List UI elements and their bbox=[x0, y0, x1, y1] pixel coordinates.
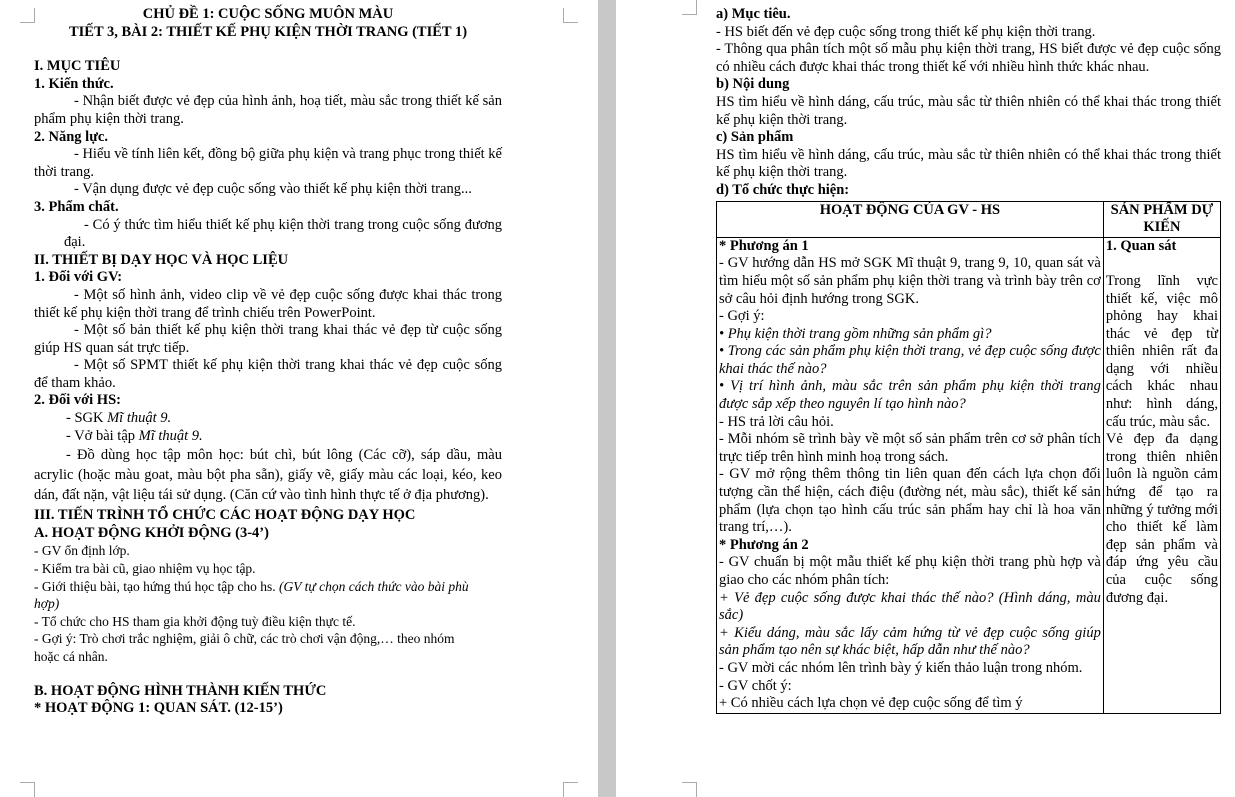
paragraph: - Nhận biết được vẻ đẹp của hình ảnh, hoạ tiết, màu sắc trong thiết kế sản phẩm phụ kiện thời trang. bbox=[34, 93, 502, 127]
subsection-heading: 1. Đối với GV: bbox=[34, 269, 123, 286]
subsection-heading: 2. Đối với HS: bbox=[34, 392, 121, 409]
table-header-row bbox=[717, 201, 1221, 237]
paragraph: Vẻ đẹp đa dạng trong thiên nhiên luôn là nguồn cảm hứng để tạo ra những ý tưởng mới cho thiết kế làm đẹp sản phẩm và đáp ứng yêu cầu của cuộc sống đương đại. bbox=[1105, 431, 1218, 606]
italic-text: Mĩ thuật 9. bbox=[107, 410, 172, 427]
subsection-heading: 2. Năng lực. bbox=[34, 128, 108, 145]
paragraph: HS tìm hiểu về hình dáng, cấu trúc, màu sắc từ thiên nhiên có thể khai thác trong thiết kế phụ kiện thời trang. bbox=[716, 146, 1221, 181]
question: • Trong các sản phẩm phụ kiện thời trang, vẻ đẹp cuộc sống được khai thác thế nào? bbox=[719, 343, 1101, 377]
table-cell-products bbox=[1103, 237, 1220, 713]
text-run: - Giới thiệu bài, tạo hứng thú học tập cho hs. bbox=[34, 578, 280, 594]
plan-heading: * Phương án 2 bbox=[719, 536, 809, 553]
text-run: - Vở bài tập bbox=[66, 427, 139, 444]
paragraph: - Gợi ý: Trò chơi trắc nghiệm, giải ô chữ, các trò chơi vận động,… theo nhóm hoặc cá nhân. bbox=[34, 631, 455, 664]
question: + Kiểu dáng, màu sắc lấy cảm hứng từ vẻ đẹp cuộc sống giúp sản phẩm tạo nên sự khác biệt, hấp dẫn như thế nào? bbox=[719, 624, 1101, 659]
paragraph: - Một số SPMT thiết kế phụ kiện thời trang khai thác vẻ đẹp cuộc sống để tham khảo. bbox=[34, 357, 502, 391]
column-header: SẢN PHẨM DỰ KIẾN bbox=[1103, 201, 1220, 237]
subsection-heading: c) Sản phẩm bbox=[716, 129, 794, 146]
paragraph: - GV chốt ý: bbox=[719, 677, 792, 694]
section-heading: A. HOẠT ĐỘNG KHỞI ĐỘNG (3-4’) bbox=[34, 524, 269, 541]
paragraph bbox=[34, 578, 494, 613]
paragraph: - Mỗi nhóm sẽ trình bày về một số sản phẩm trên cơ sở phân tích trực tiếp trên hình minh hoạ trong sách. bbox=[719, 431, 1101, 465]
paragraph: - GV mời các nhóm lên trình bày ý kiến thảo luận trong nhóm. bbox=[719, 659, 1083, 676]
activity-table bbox=[716, 201, 1221, 714]
paragraph: - Tổ chức cho HS tham gia khởi động tuỳ điều kiện thực tế. bbox=[34, 613, 356, 629]
page-content bbox=[34, 6, 502, 718]
page-corner-mark bbox=[563, 782, 578, 797]
paragraph bbox=[34, 428, 502, 446]
subsection-heading: 3. Phẩm chất. bbox=[34, 198, 119, 215]
section-heading: III. TIẾN TRÌNH TỔ CHỨC CÁC HOẠT ĐỘNG DẠY HỌC bbox=[34, 507, 416, 524]
paragraph: + Có nhiều cách lựa chọn vẻ đẹp cuộc sống để tìm ý bbox=[719, 695, 1023, 712]
paragraph: Trong lĩnh vực thiết kế, việc mô phỏng hay khai thác vẻ đẹp từ thiên nhiên rất đa dạng với nhiều cách khác nhau như: hình dáng, cấu trúc, màu sắc. bbox=[1105, 272, 1218, 430]
page-content bbox=[716, 6, 1221, 714]
italic-text: (GV tự chọn cách thức vào bài phù hợp) bbox=[34, 578, 469, 612]
subsection-heading: a) Mục tiêu. bbox=[716, 6, 791, 22]
paragraph: - Một số hình ảnh, video clip về vẻ đẹp cuộc sống được khai thác trong thiết kế phụ kiện thời trang để trình chiếu trên PowerPoint. bbox=[34, 286, 502, 321]
paragraph: HS tìm hiểu về hình dáng, cấu trúc, màu sắc từ thiên nhiên có thể khai thác trong thiết kế phụ kiện thời trang. bbox=[716, 93, 1221, 128]
paragraph: - Hiểu về tính liên kết, đồng bộ giữa phụ kiện và trang phục trong thiết kế thời trang. bbox=[34, 146, 502, 180]
page-corner-mark bbox=[682, 782, 697, 797]
document-page-right bbox=[616, 0, 1235, 797]
paragraph: - GV chuẩn bị một mẫu thiết kế phụ kiện thời trang phù hợp và giao cho các nhóm phân tích: bbox=[719, 554, 1101, 588]
table-cell-activities bbox=[717, 237, 1104, 713]
product-heading: 1. Quan sát bbox=[1105, 237, 1177, 254]
paragraph: - Vận dụng được vẻ đẹp cuộc sống vào thiết kế phụ kiện thời trang... bbox=[74, 181, 472, 198]
section-heading: B. HOẠT ĐỘNG HÌNH THÀNH KIẾN THỨC bbox=[34, 682, 327, 699]
paragraph: - Đồ dùng học tập môn học: bút chì, bút lông (Các cỡ), sáp dầu, màu acrylic (hoặc màu goat, màu bột pha sẵn), giấy vẽ, giấy màu các loại, kéo, keo dán, đất nặn, vật liệu tái sử dụng. (Căn cứ vào tình hình thực tế ở địa phương). bbox=[34, 447, 502, 504]
question: • Phụ kiện thời trang gồm những sản phẩm gì? bbox=[719, 325, 992, 342]
paragraph: - Có ý thức tìm hiểu thiết kế phụ kiện thời trang trong cuộc sống đương đại. bbox=[64, 216, 502, 251]
subsection-heading: 1. Kiến thức. bbox=[34, 75, 114, 92]
section-heading: II. THIẾT BỊ DẠY HỌC VÀ HỌC LIỆU bbox=[34, 251, 289, 268]
paragraph: - GV ổn định lớp. bbox=[34, 543, 130, 559]
italic-text: Mĩ thuật 9. bbox=[138, 427, 203, 444]
paragraph: - GV mở rộng thêm thông tin liên quan đến cách lựa chọn đối tượng cần thể hiện, cách điệu (đường nét, màu sắc), thiết kế sản phẩm (lựa chọn tạo hình cấu trúc sản phẩm hay chỉ là hoa văn trang trí,…). bbox=[719, 466, 1101, 536]
paragraph: - Một số bản thiết kế phụ kiện thời trang khai thác vẻ đẹp từ cuộc sống giúp HS quan sát trực tiếp. bbox=[34, 322, 502, 356]
page-corner-mark bbox=[563, 8, 578, 23]
paragraph: - HS trả lời câu hỏi. bbox=[719, 413, 834, 430]
page-corner-mark bbox=[682, 0, 697, 15]
section-heading: I. MỤC TIÊU bbox=[34, 58, 121, 75]
question: • Vị trí hình ảnh, màu sắc trên sản phẩm phụ kiện thời trang được sắp xếp theo nguyên lí tạo hình nào? bbox=[719, 378, 1101, 413]
column-header: HOẠT ĐỘNG CỦA GV - HS bbox=[717, 201, 1104, 237]
paragraph: - Thông qua phân tích một số mẫu phụ kiện thời trang, HS biết được vẻ đẹp cuộc sống có nhiều cách được khai thác trong thiết kế với nhiều hình thức khác nhau. bbox=[716, 41, 1221, 75]
text-run: - SGK bbox=[66, 410, 108, 427]
question: + Vẻ đẹp cuộc sống được khai thác thế nào? (Hình dáng, màu sắc) bbox=[719, 589, 1101, 624]
page-corner-mark bbox=[20, 8, 35, 23]
paragraph: - Kiểm tra bài cũ, giao nhiệm vụ học tập. bbox=[34, 561, 256, 577]
paragraph: - HS biết đến vẻ đẹp cuộc sống trong thiết kế phụ kiện thời trang. bbox=[716, 23, 1096, 40]
paragraph: - Gợi ý: bbox=[719, 308, 765, 325]
topic-title: CHỦ ĐỀ 1: CUỘC SỐNG MUÔN MÀU bbox=[142, 6, 394, 22]
paragraph bbox=[34, 410, 502, 428]
lesson-title: TIẾT 3, BÀI 2: THIẾT KẾ PHỤ KIỆN THỜI TRANG (TIẾT 1) bbox=[68, 23, 468, 40]
subsection-heading: d) Tổ chức thực hiện: bbox=[716, 181, 850, 198]
activity-heading: * HOẠT ĐỘNG 1: QUAN SÁT. (12-15’) bbox=[34, 700, 283, 717]
subsection-heading: b) Nội dung bbox=[716, 76, 790, 93]
paragraph: - GV hướng dẫn HS mở SGK Mĩ thuật 9, trang 9, 10, quan sát và tìm hiểu một số sản phẩm phụ kiện thời trang và trình bày trên cơ sở câu hỏi định hướng trong SGK. bbox=[719, 255, 1101, 307]
table-row bbox=[717, 237, 1221, 713]
page-corner-mark bbox=[20, 782, 35, 797]
plan-heading: * Phương án 1 bbox=[719, 237, 809, 254]
document-page-left bbox=[0, 0, 598, 797]
